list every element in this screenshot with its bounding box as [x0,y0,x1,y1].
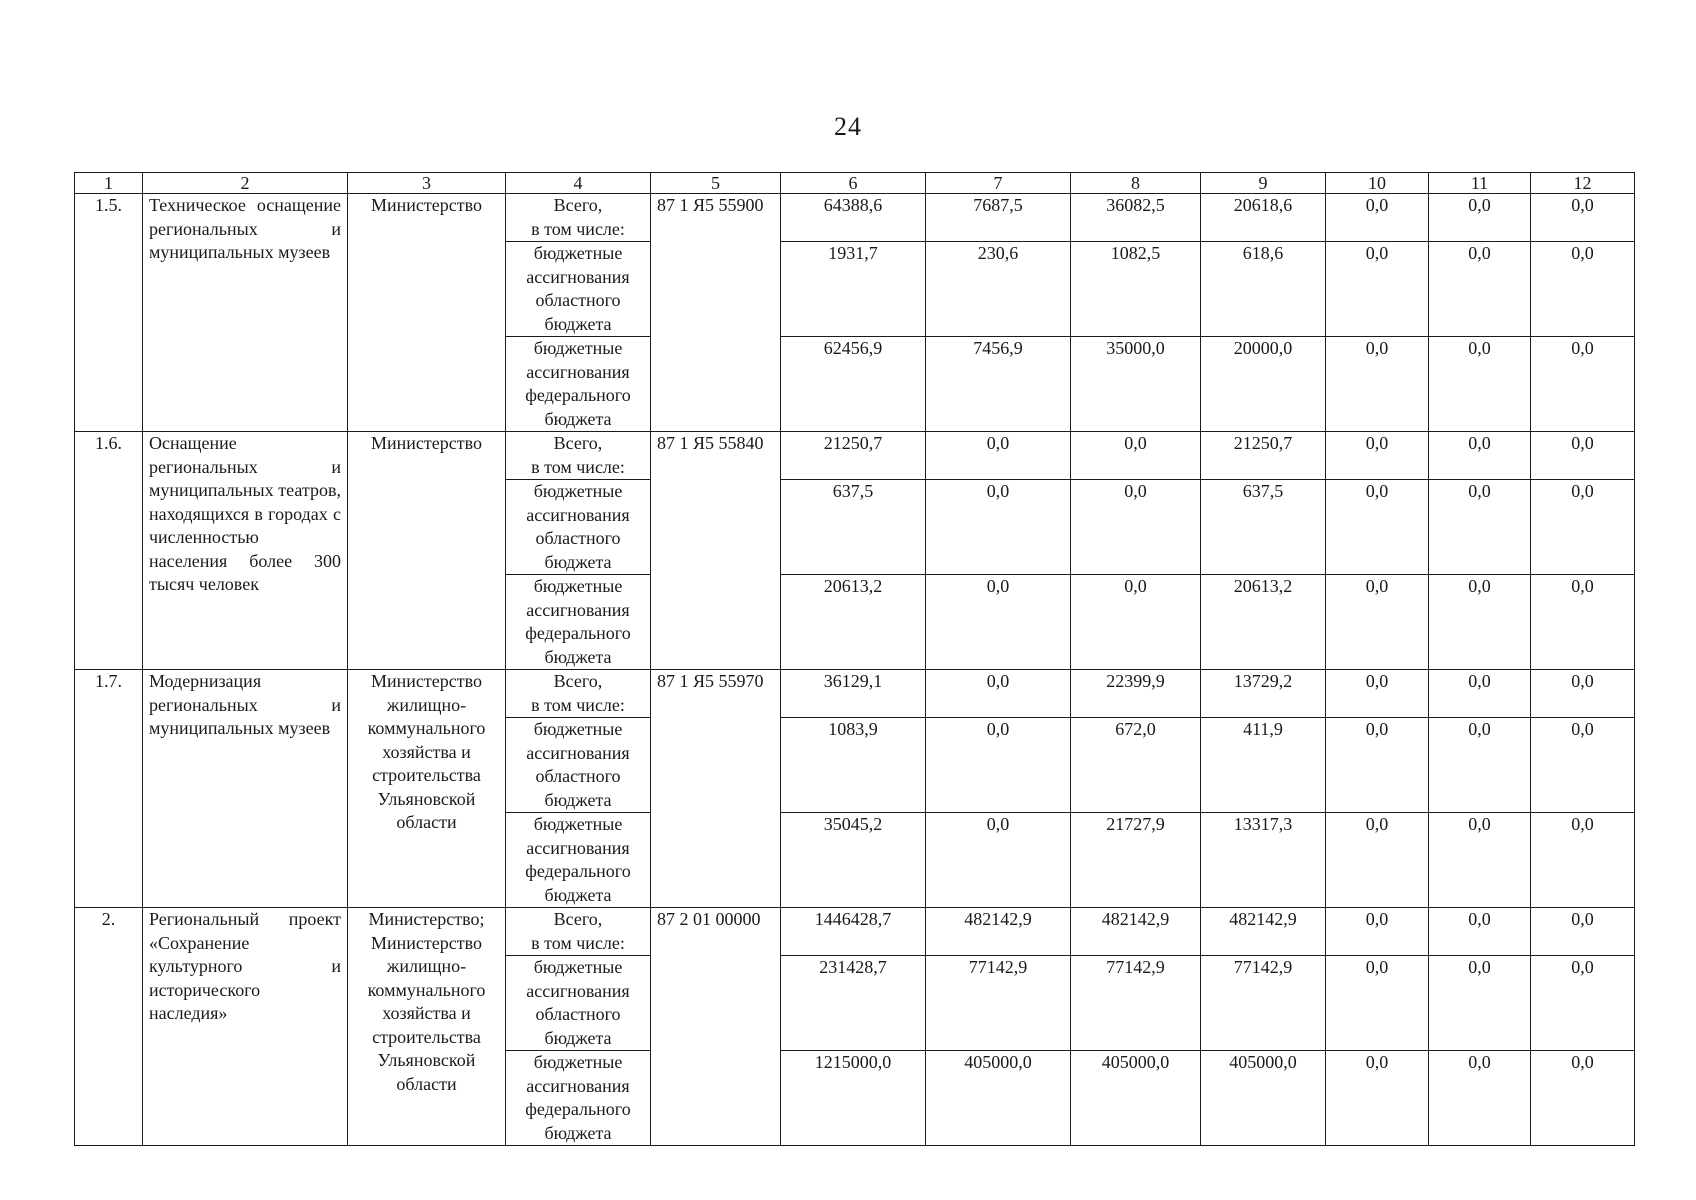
funding-source-line: Всего, [553,909,603,929]
amount-cell: 672,0 [1071,718,1201,813]
funding-source-line: бюджета [544,884,612,905]
table-header-row [75,173,1635,194]
item-name: Оснащение региональных и муниципальных театров, находящихся в городах с численностью населения более 300 тысяч человек [143,432,348,670]
funding-source-line: бюджета [544,408,612,429]
amount-cell: 482142,9 [1201,908,1326,956]
column-number-10: 10 [1326,173,1429,194]
amount-cell: 0,0 [1429,718,1531,813]
amount-cell: 35045,2 [781,813,926,908]
table-row [75,670,1635,718]
funding-source-line: бюджетные [533,243,623,263]
budget-code: 87 1 Я5 55900 [651,194,781,432]
amount-cell: 77142,9 [1071,956,1201,1051]
amount-cell: 405000,0 [926,1051,1071,1146]
amount-cell: 21727,9 [1071,813,1201,908]
amount-cell: 0,0 [1429,956,1531,1051]
column-number-4: 4 [506,173,651,194]
funding-source-line: ассигнования [526,266,630,287]
amount-cell: 0,0 [1429,432,1531,480]
item-executor: Министерство [348,432,506,670]
amount-cell: 35000,0 [1071,337,1201,432]
column-number-6: 6 [781,173,926,194]
budget-table [74,172,1635,1146]
item-executor: Министерство [348,194,506,432]
amount-cell: 7456,9 [926,337,1071,432]
amount-cell: 0,0 [1531,337,1635,432]
amount-cell: 0,0 [1326,480,1429,575]
amount-cell: 0,0 [1429,575,1531,670]
amount-cell: 13729,2 [1201,670,1326,718]
amount-cell: 1931,7 [781,242,926,337]
funding-source [506,194,651,242]
amount-cell: 0,0 [926,575,1071,670]
funding-source-line: ассигнования [526,837,630,858]
funding-source-line: бюджетные [533,576,623,596]
funding-source [506,242,651,337]
funding-source-line: Всего, [553,195,603,215]
amount-cell: 77142,9 [1201,956,1326,1051]
column-number-1: 1 [75,173,143,194]
amount-cell: 482142,9 [926,908,1071,956]
funding-source-line: в том числе: [531,218,625,239]
funding-source [506,575,651,670]
funding-source-line: бюджетные [533,957,623,977]
item-number: 1.6. [75,432,143,670]
amount-cell: 230,6 [926,242,1071,337]
column-number-2: 2 [143,173,348,194]
funding-source-line: Всего, [553,671,603,691]
amount-cell: 0,0 [1429,670,1531,718]
amount-cell: 1446428,7 [781,908,926,956]
amount-cell: 618,6 [1201,242,1326,337]
funding-source-line: в том числе: [531,932,625,953]
funding-source-line: областного [535,1004,621,1024]
amount-cell: 0,0 [1531,718,1635,813]
funding-source [506,908,651,956]
column-number-12: 12 [1531,173,1635,194]
amount-cell: 20613,2 [1201,575,1326,670]
item-executor: Министерство жилищно-коммунального хозяйства и строительства Ульяновской области [348,670,506,908]
funding-source-line: бюджетные [533,1052,623,1072]
funding-source-line: областного [535,528,621,548]
amount-cell: 1215000,0 [781,1051,926,1146]
amount-cell: 231428,7 [781,956,926,1051]
amount-cell: 0,0 [1326,956,1429,1051]
amount-cell: 482142,9 [1071,908,1201,956]
amount-cell: 0,0 [1326,194,1429,242]
budget-code: 87 1 Я5 55970 [651,670,781,908]
column-number-8: 8 [1071,173,1201,194]
amount-cell: 20618,6 [1201,194,1326,242]
amount-cell: 36082,5 [1071,194,1201,242]
funding-source-line: бюджетные [533,814,623,834]
amount-cell: 405000,0 [1071,1051,1201,1146]
amount-cell: 0,0 [1531,194,1635,242]
funding-source-line: федерального [525,623,631,643]
funding-source-line: Всего, [553,433,603,453]
funding-source-line: ассигнования [526,599,630,620]
amount-cell: 64388,6 [781,194,926,242]
item-name: Модернизация региональных и муниципальных музеев [143,670,348,908]
amount-cell: 0,0 [926,718,1071,813]
amount-cell: 0,0 [1326,1051,1429,1146]
amount-cell: 0,0 [1429,1051,1531,1146]
amount-cell: 0,0 [1071,575,1201,670]
amount-cell: 0,0 [926,480,1071,575]
column-number-9: 9 [1201,173,1326,194]
funding-source [506,337,651,432]
amount-cell: 411,9 [1201,718,1326,813]
funding-source-line: ассигнования [526,1075,630,1096]
funding-source [506,432,651,480]
amount-cell: 0,0 [1531,670,1635,718]
amount-cell: 0,0 [1429,337,1531,432]
funding-source [506,813,651,908]
funding-source-line: федерального [525,1099,631,1119]
funding-source-line: бюджета [544,1027,612,1048]
item-number: 1.5. [75,194,143,432]
amount-cell: 0,0 [1531,480,1635,575]
amount-cell: 0,0 [1531,908,1635,956]
amount-cell: 0,0 [1531,956,1635,1051]
amount-cell: 0,0 [1071,480,1201,575]
amount-cell: 0,0 [1326,670,1429,718]
column-number-11: 11 [1429,173,1531,194]
amount-cell: 0,0 [1326,813,1429,908]
funding-source-line: ассигнования [526,361,630,382]
amount-cell: 20613,2 [781,575,926,670]
amount-cell: 7687,5 [926,194,1071,242]
funding-source-line: в том числе: [531,456,625,477]
funding-source [506,718,651,813]
amount-cell: 0,0 [926,432,1071,480]
funding-source [506,480,651,575]
funding-source-line: в том числе: [531,694,625,715]
amount-cell: 637,5 [781,480,926,575]
item-executor: Министерство; Министерство жилищно-коммунального хозяйства и строительства Ульяновской области [348,908,506,1146]
item-name: Региональный проект «Сохранение культурного и исторического наследия» [143,908,348,1146]
funding-source-line: бюджета [544,1122,612,1143]
funding-source-line: ассигнования [526,980,630,1001]
table-row [75,432,1635,480]
funding-source [506,670,651,718]
amount-cell: 0,0 [926,813,1071,908]
amount-cell: 0,0 [1429,480,1531,575]
amount-cell: 21250,7 [1201,432,1326,480]
funding-source-line: областного [535,766,621,786]
funding-source-line: бюджета [544,313,612,334]
amount-cell: 0,0 [1531,1051,1635,1146]
budget-code: 87 1 Я5 55840 [651,432,781,670]
funding-source-line: федерального [525,385,631,405]
amount-cell: 637,5 [1201,480,1326,575]
column-number-3: 3 [348,173,506,194]
amount-cell: 0,0 [1326,337,1429,432]
funding-source [506,956,651,1051]
amount-cell: 0,0 [926,670,1071,718]
funding-source-line: ассигнования [526,504,630,525]
amount-cell: 0,0 [1429,813,1531,908]
amount-cell: 0,0 [1071,432,1201,480]
funding-source-line: бюджета [544,789,612,810]
amount-cell: 0,0 [1429,242,1531,337]
amount-cell: 0,0 [1531,575,1635,670]
funding-source [506,1051,651,1146]
amount-cell: 0,0 [1429,908,1531,956]
funding-source-line: бюджетные [533,719,623,739]
amount-cell: 0,0 [1326,718,1429,813]
funding-source-line: ассигнования [526,742,630,763]
amount-cell: 62456,9 [781,337,926,432]
amount-cell: 0,0 [1326,242,1429,337]
amount-cell: 0,0 [1531,242,1635,337]
amount-cell: 405000,0 [1201,1051,1326,1146]
amount-cell: 1082,5 [1071,242,1201,337]
amount-cell: 20000,0 [1201,337,1326,432]
item-number: 1.7. [75,670,143,908]
funding-source-line: бюджета [544,551,612,572]
column-number-5: 5 [651,173,781,194]
funding-source-line: бюджетные [533,338,623,358]
funding-source-line: областного [535,290,621,310]
amount-cell: 0,0 [1326,575,1429,670]
amount-cell: 22399,9 [1071,670,1201,718]
column-number-7: 7 [926,173,1071,194]
item-number: 2. [75,908,143,1146]
page-number: 24 [834,112,862,141]
amount-cell: 21250,7 [781,432,926,480]
funding-source-line: бюджетные [533,481,623,501]
amount-cell: 0,0 [1326,908,1429,956]
amount-cell: 0,0 [1429,194,1531,242]
table-row [75,908,1635,956]
funding-source-line: бюджета [544,646,612,667]
amount-cell: 0,0 [1531,813,1635,908]
amount-cell: 77142,9 [926,956,1071,1051]
table-row [75,194,1635,242]
amount-cell: 36129,1 [781,670,926,718]
budget-code: 87 2 01 00000 [651,908,781,1146]
amount-cell: 0,0 [1326,432,1429,480]
funding-source-line: федерального [525,861,631,881]
amount-cell: 0,0 [1531,432,1635,480]
amount-cell: 13317,3 [1201,813,1326,908]
amount-cell: 1083,9 [781,718,926,813]
item-name: Техническое оснащение региональных и муниципальных музеев [143,194,348,432]
